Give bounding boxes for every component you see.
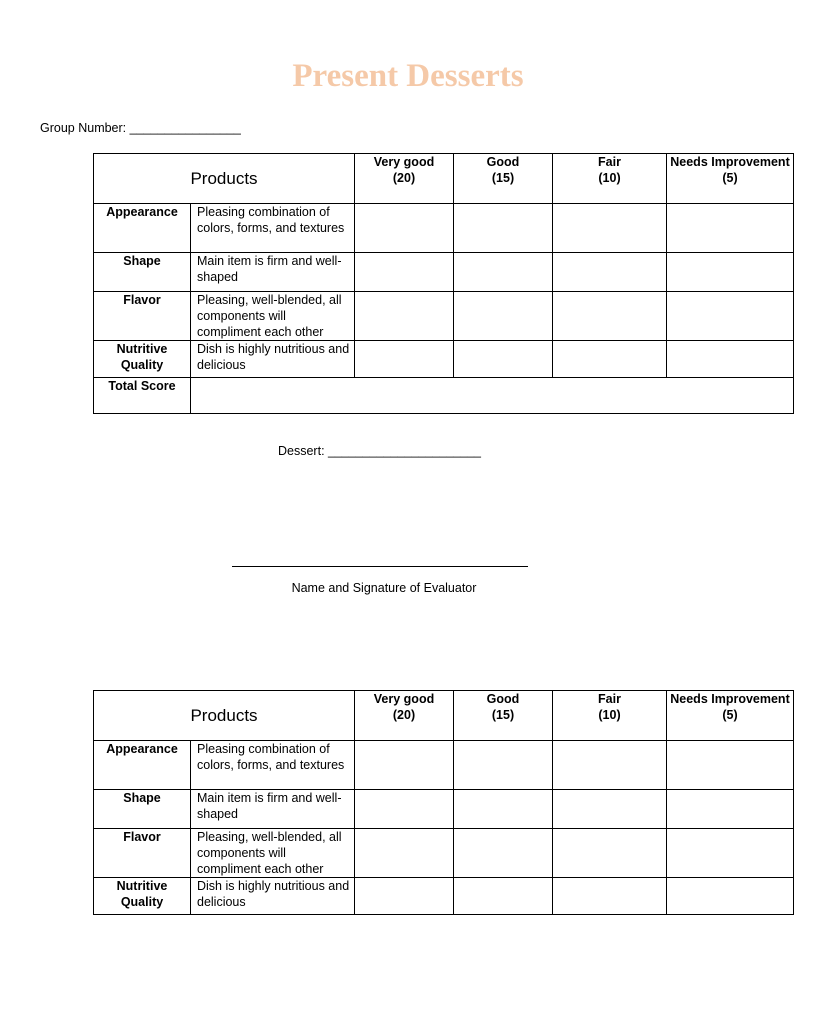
score-cell[interactable] [355, 790, 454, 829]
rating-needs-improvement-header [667, 691, 794, 741]
criterion-description: Dish is highly nutritious and delicious [191, 878, 355, 915]
score-cell[interactable] [355, 341, 454, 378]
criterion-description: Dish is highly nutritious and delicious [191, 341, 355, 378]
rating-label: Good [486, 155, 520, 169]
score-cell[interactable] [454, 204, 553, 253]
table-row [94, 204, 794, 253]
table-row [94, 253, 794, 292]
dessert-label: Dessert: [278, 444, 325, 458]
page-title: Present Desserts [292, 58, 524, 94]
score-cell[interactable] [667, 341, 794, 378]
table-row [94, 790, 794, 829]
table-header-row [94, 154, 794, 204]
rating-points: (5) [722, 171, 738, 185]
score-cell[interactable] [553, 790, 667, 829]
score-cell[interactable] [667, 253, 794, 292]
score-cell[interactable] [355, 878, 454, 915]
score-cell[interactable] [667, 878, 794, 915]
score-cell[interactable] [355, 829, 454, 878]
score-cell[interactable] [454, 829, 553, 878]
table-row [94, 341, 794, 378]
rating-label: Needs Improvement [670, 155, 790, 169]
rubric-table-2 [93, 690, 794, 915]
rating-points: (20) [392, 171, 416, 185]
criterion-name: Nutritive Quality [94, 341, 191, 378]
total-score-label: Total Score [94, 378, 191, 414]
rating-fair-header [553, 154, 667, 204]
rating-points: (15) [491, 171, 515, 185]
rating-points: (10) [598, 708, 621, 722]
products-header: Products [94, 154, 355, 204]
rating-good-header [454, 154, 553, 204]
rating-needs-improvement-header [667, 154, 794, 204]
criterion-description: Pleasing, well-blended, all components will compliment each other [191, 829, 355, 878]
rating-label: Needs Improvement [670, 692, 790, 706]
criterion-name: Flavor [94, 292, 191, 341]
rating-points: (10) [598, 171, 621, 185]
total-score-row [94, 378, 794, 414]
rating-points: (5) [722, 708, 738, 722]
score-cell[interactable] [667, 292, 794, 341]
products-header: Products [94, 691, 355, 741]
rating-label: Good [486, 692, 520, 706]
rating-very-good-header [355, 154, 454, 204]
rating-label: Fair [598, 155, 621, 169]
score-cell[interactable] [553, 253, 667, 292]
rating-points: (15) [491, 708, 515, 722]
criterion-name: Shape [94, 253, 191, 292]
score-cell[interactable] [454, 292, 553, 341]
score-cell[interactable] [553, 741, 667, 790]
criterion-description: Pleasing combination of colors, forms, and textures [191, 741, 355, 790]
signature-line [232, 566, 528, 567]
rubric-table-1 [93, 153, 794, 414]
criterion-name: Shape [94, 790, 191, 829]
table-header-row [94, 691, 794, 741]
criterion-description: Pleasing combination of colors, forms, and textures [191, 204, 355, 253]
table-row [94, 878, 794, 915]
score-cell[interactable] [355, 253, 454, 292]
score-cell[interactable] [667, 741, 794, 790]
group-number-blank: ________________ [129, 121, 241, 135]
signature-label: Name and Signature of Evaluator [291, 581, 477, 595]
score-cell[interactable] [355, 204, 454, 253]
score-cell[interactable] [355, 741, 454, 790]
criterion-name: Nutritive Quality [94, 878, 191, 915]
score-cell[interactable] [667, 829, 794, 878]
score-cell[interactable] [553, 341, 667, 378]
dessert-field [278, 444, 481, 458]
total-score-cell[interactable] [191, 378, 794, 414]
score-cell[interactable] [454, 341, 553, 378]
criterion-name: Appearance [94, 741, 191, 790]
score-cell[interactable] [355, 292, 454, 341]
rating-label: Very good [373, 155, 435, 169]
criterion-description: Main item is firm and well-shaped [191, 790, 355, 829]
criterion-name: Appearance [94, 204, 191, 253]
rating-label: Very good [373, 692, 435, 706]
score-cell[interactable] [553, 204, 667, 253]
table-row [94, 741, 794, 790]
score-cell[interactable] [553, 292, 667, 341]
score-cell[interactable] [454, 878, 553, 915]
score-cell[interactable] [667, 790, 794, 829]
dessert-blank: ______________________ [328, 444, 481, 458]
score-cell[interactable] [553, 829, 667, 878]
score-cell[interactable] [667, 204, 794, 253]
rating-good-header [454, 691, 553, 741]
score-cell[interactable] [454, 253, 553, 292]
table-row [94, 829, 794, 878]
criterion-name: Flavor [94, 829, 191, 878]
group-number-field [40, 121, 241, 135]
score-cell[interactable] [454, 790, 553, 829]
score-cell[interactable] [454, 741, 553, 790]
score-cell[interactable] [553, 878, 667, 915]
rating-very-good-header [355, 691, 454, 741]
criterion-description: Main item is firm and well-shaped [191, 253, 355, 292]
rating-points: (20) [392, 708, 416, 722]
criterion-description: Pleasing, well-blended, all components will compliment each other [191, 292, 355, 341]
group-number-label: Group Number: [40, 121, 127, 135]
table-row [94, 292, 794, 341]
rating-label: Fair [598, 692, 621, 706]
rating-fair-header [553, 691, 667, 741]
